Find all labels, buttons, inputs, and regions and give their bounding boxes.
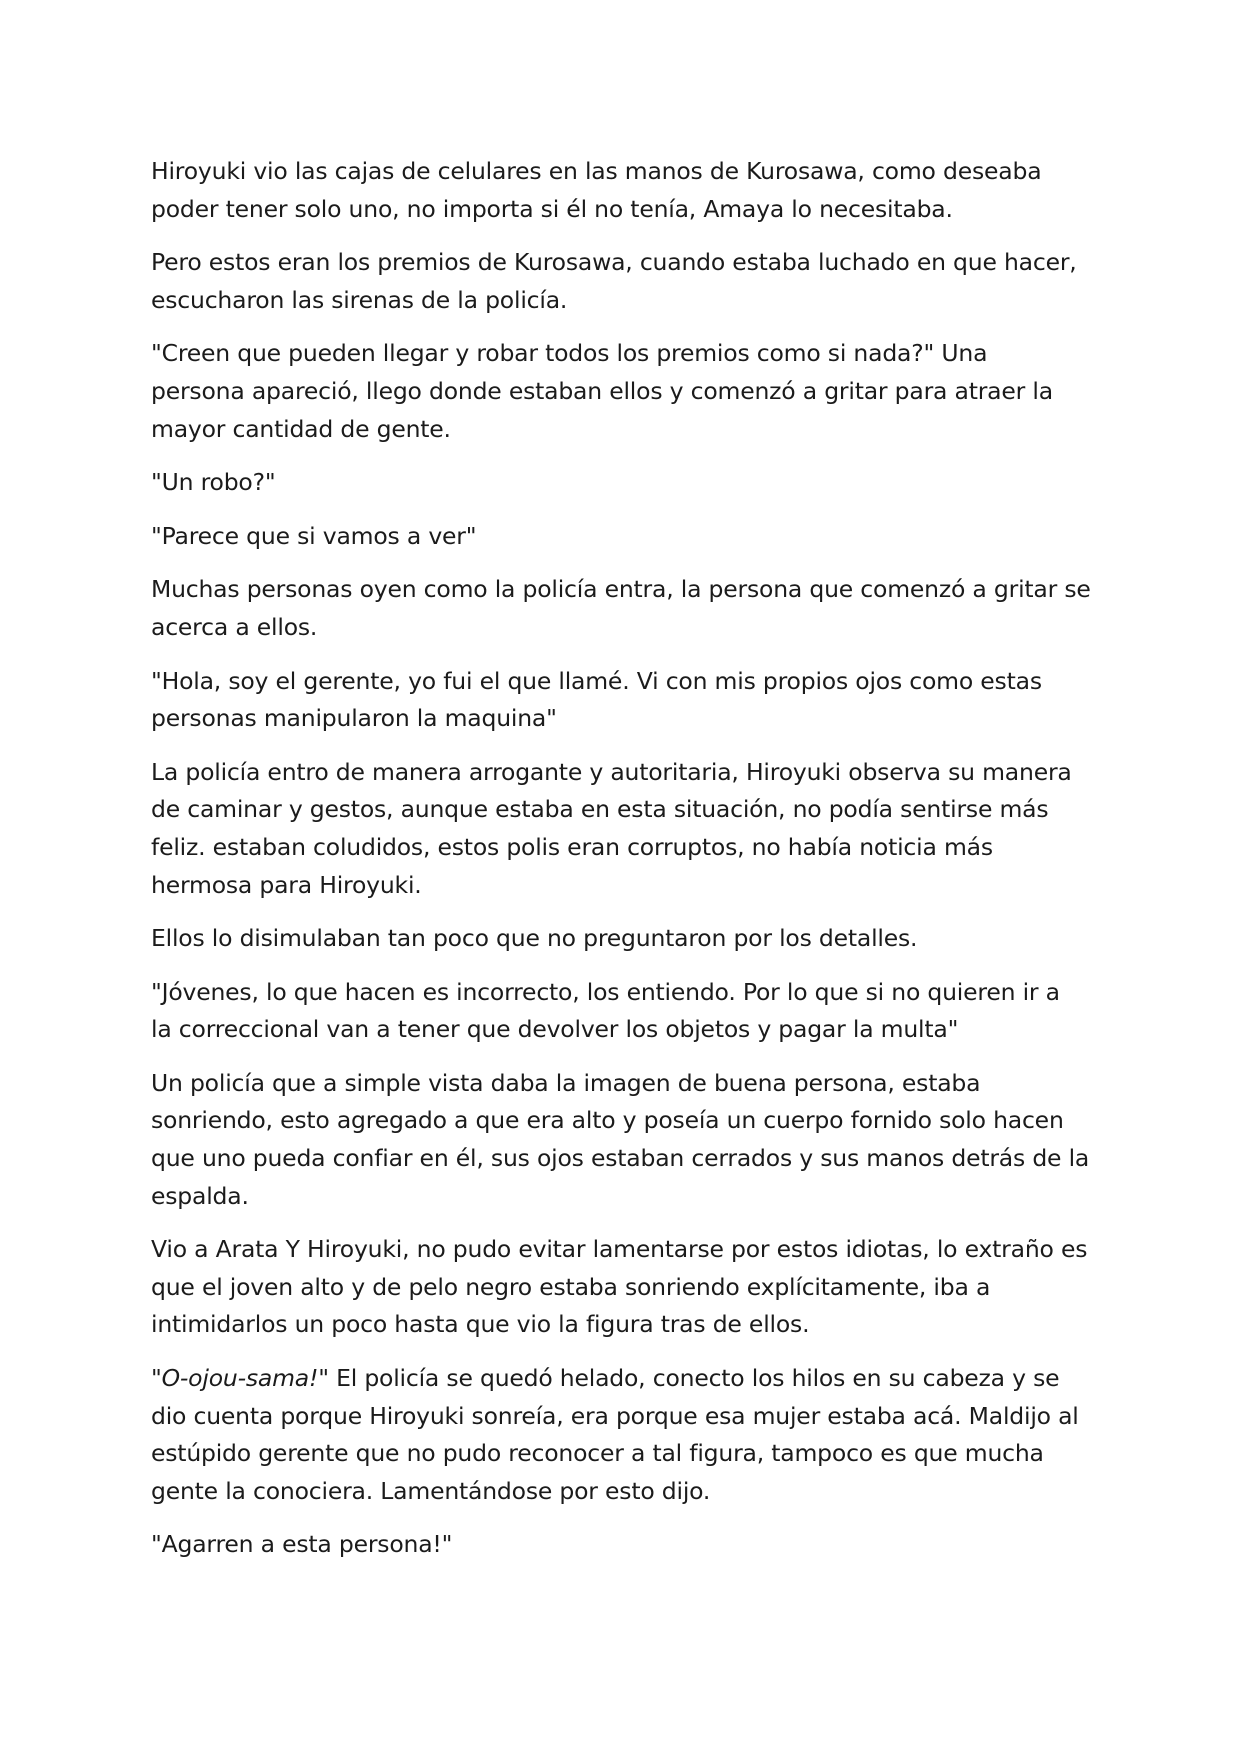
- paragraph-1: Hiroyuki vio las cajas de celulares en las manos de Kurosawa, como deseaba poder tener solo uno, no importa si él no tenía, Amaya lo necesitaba.: [151, 157, 1042, 223]
- paragraph-8: La policía entro de manera arrogante y autoritaria, Hiroyuki observa su manera de caminar y gestos, aunque estaba en esta situación, no podía sentirse más feliz. estaban coludidos, estos polis eran corruptos, no había noticia más hermosa para Hiroyuki.: [151, 757, 1072, 899]
- paragraph-10: "Jóvenes, lo que hacen es incorrecto, los entiendo. Por lo que si no quieren ir a la correccional van a tener que devolver los objetos y pagar la multa": [151, 977, 1060, 1044]
- paragraph-9: Ellos lo disimulaban tan poco que no preguntaron por los detalles.: [151, 924, 918, 953]
- paragraph-6: Muchas personas oyen como la policía entra, la persona que comenzó a gritar se acerca a ellos.: [151, 575, 1091, 641]
- document-body: [151, 153, 1111, 1580]
- paragraph-12: Vio a Arata Y Hiroyuki, no pudo evitar lamentarse por estos idiotas, lo extraño es que el joven alto y de pelo negro estaba sonriendo explícitamente, iba a intimidarlos un poco hasta que vio la figura tras de ellos.: [151, 1235, 1088, 1339]
- paragraph-3: "Creen que pueden llegar y robar todos los premios como si nada?" Una persona apareció, llego donde estaban ellos y comenzó a gritar para atraer la mayor cantidad de gente.: [151, 339, 1053, 443]
- paragraph-7: "Hola, soy el gerente, yo fui el que llamé. Vi con mis propios ojos como estas personas manipularon la maquina": [151, 666, 1042, 733]
- paragraph-5: "Parece que si vamos a ver": [151, 521, 477, 550]
- italic-exclamation: "O-ojou-sama!": [151, 1364, 329, 1393]
- paragraph-11: Un policía que a simple vista daba la imagen de buena persona, estaba sonriendo, esto agregado a que era alto y poseía un cuerpo fornido solo hacen que uno pueda confiar en él, sus ojos estaban cerrados y sus manos detrás de la espalda.: [151, 1068, 1090, 1210]
- paragraph-13: [151, 1360, 1111, 1510]
- paragraph-4: "Un robo?": [151, 468, 276, 497]
- paragraph-14: "Agarren a esta persona!": [151, 1530, 453, 1559]
- paragraph-13-rest: El policía se quedó helado, conecto los hilos en su cabeza y se dio cuenta porque Hiroyuki sonreía, era porque esa mujer estaba acá. Maldijo al estúpido gerente que no pudo reconocer a tal figura, tampoco es que mucha gente la conociera. Lamentándose por esto dijo.: [151, 1364, 1079, 1505]
- paragraph-2: Pero estos eran los premios de Kurosawa, cuando estaba luchado en que hacer, escucharon las sirenas de la policía.: [151, 248, 1077, 314]
